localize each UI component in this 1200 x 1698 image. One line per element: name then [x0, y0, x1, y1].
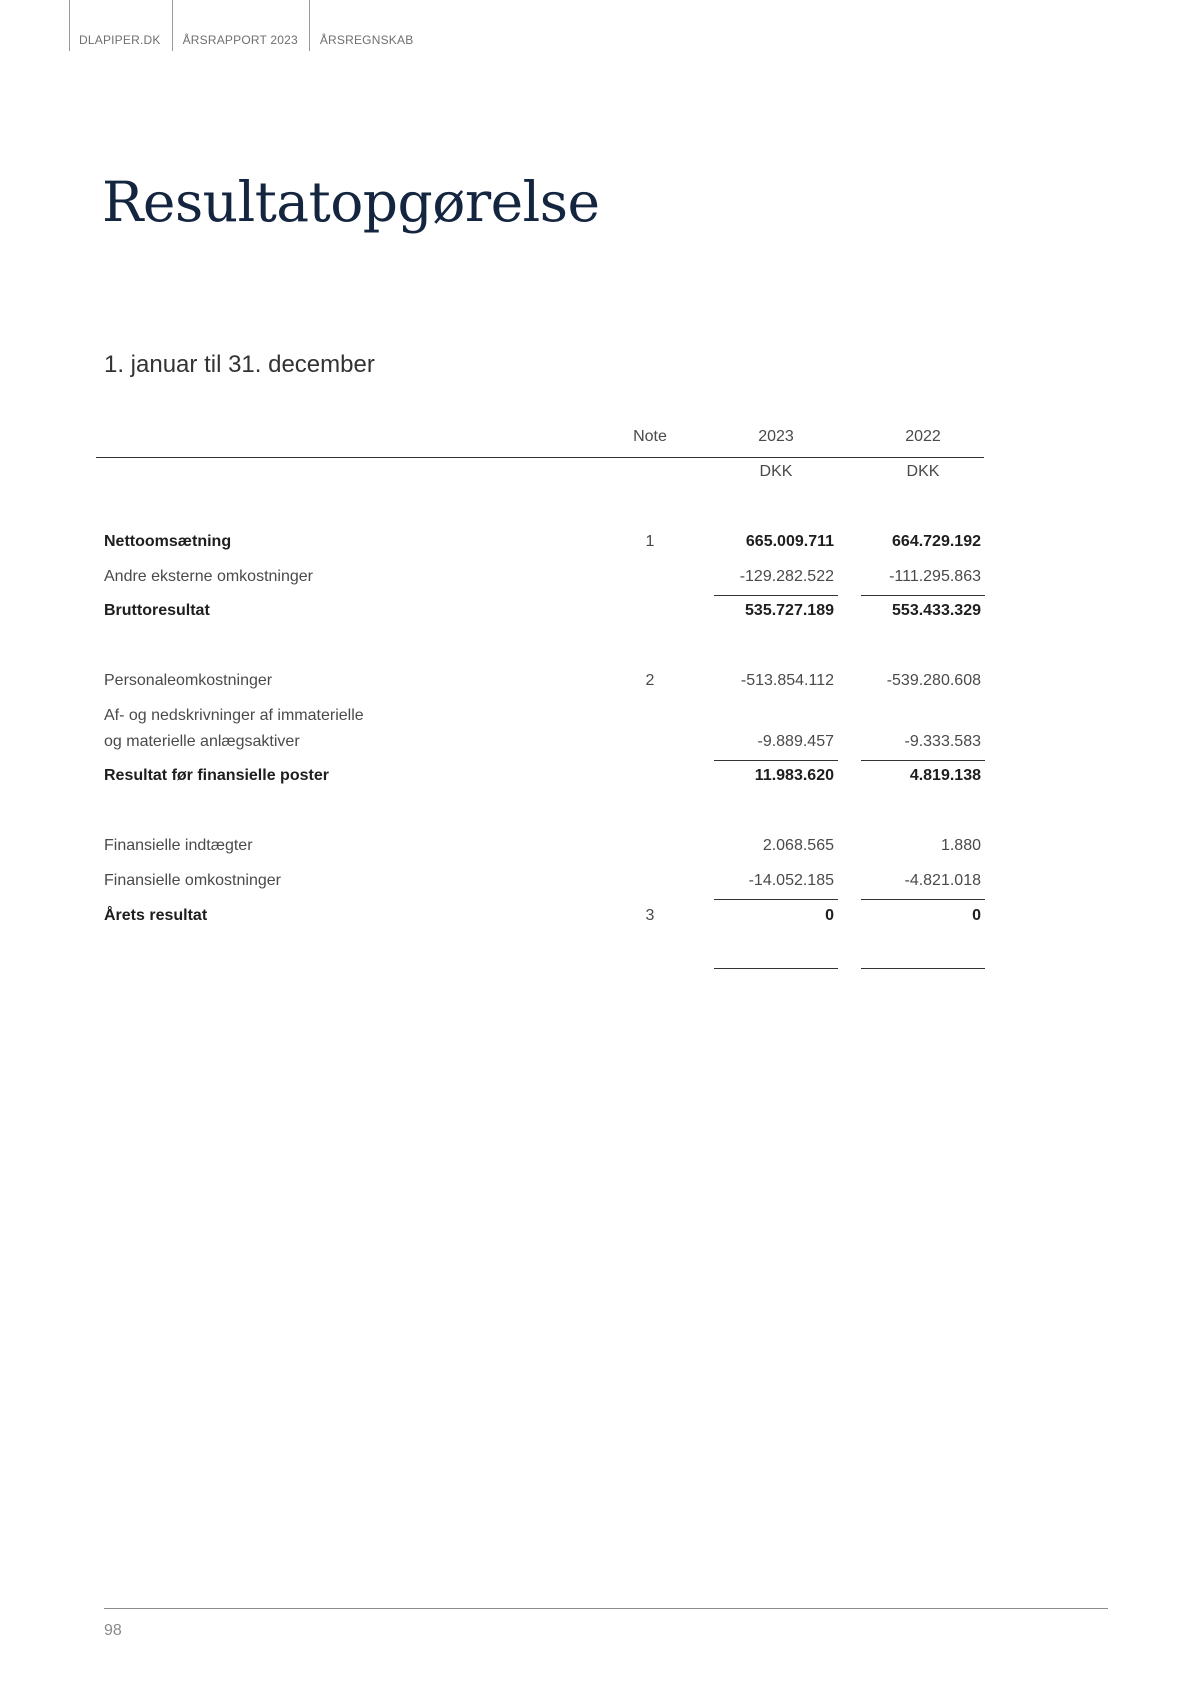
row-value-2022-personaleomkostninger: -539.280.608 — [886, 672, 981, 689]
row-note-aarets-resultat: 3 — [645, 907, 655, 924]
row-label-andre-eksterne: Andre eksterne omkostninger — [104, 568, 313, 585]
row-note-personaleomkostninger: 2 — [645, 672, 655, 689]
row-value-2022-andre-eksterne: -111.295.863 — [889, 568, 981, 585]
row-note-nettoomsaetning: 1 — [645, 533, 655, 550]
subtotal-rule — [861, 899, 985, 900]
header-currency-2022: DKK — [906, 463, 940, 480]
row-label-aarets-resultat: Årets resultat — [104, 907, 208, 924]
header-currency-2023: DKK — [759, 463, 793, 480]
row-value-2023-nettoomsaetning: 665.009.711 — [745, 533, 834, 550]
subtotal-rule — [861, 760, 985, 761]
row-value-2022-resultat-foer-finansielle: 4.819.138 — [909, 767, 981, 784]
row-value-2022-finansielle-indtaegter: 1.880 — [940, 837, 981, 854]
row-value-2023-afskrivninger: -9.889.457 — [757, 733, 834, 750]
row-value-2022-nettoomsaetning: 664.729.192 — [892, 533, 981, 550]
row-value-2022-afskrivninger: -9.333.583 — [904, 733, 981, 750]
page-number: 98 — [104, 1622, 122, 1639]
row-value-2023-finansielle-indtaegter: 2.068.565 — [762, 837, 834, 854]
header-rule — [96, 457, 984, 458]
row-label-bruttoresultat: Bruttoresultat — [104, 602, 210, 619]
income-statement-table — [96, 427, 984, 987]
row-label-afskrivninger-line1: Af- og nedskrivninger af immaterielle — [104, 707, 364, 724]
row-label-finansielle-indtaegter: Finansielle indtægter — [104, 837, 253, 854]
total-rule — [861, 968, 985, 969]
row-label-finansielle-omkostninger: Finansielle omkostninger — [104, 872, 281, 889]
nav-item-arsrapport[interactable]: ÅRSRAPPORT 2023 — [172, 0, 309, 51]
header-year-2023: 2023 — [758, 428, 794, 445]
row-value-2023-bruttoresultat: 535.727.189 — [745, 602, 834, 619]
row-value-2023-resultat-foer-finansielle: 11.983.620 — [754, 767, 834, 784]
row-value-2023-finansielle-omkostninger: -14.052.185 — [748, 872, 834, 889]
subtotal-rule — [861, 595, 985, 596]
subtotal-rule — [714, 899, 838, 900]
row-label-nettoomsaetning: Nettoomsætning — [104, 533, 232, 550]
row-value-2023-andre-eksterne: -129.282.522 — [739, 568, 834, 585]
row-label-resultat-foer-finansielle: Resultat før finansielle poster — [104, 767, 329, 784]
row-label-afskrivninger-line2: og materielle anlægsaktiver — [104, 733, 300, 750]
row-value-2023-aarets-resultat: 0 — [825, 907, 834, 924]
row-value-2023-personaleomkostninger: -513.854.112 — [740, 672, 834, 689]
row-value-2022-finansielle-omkostninger: -4.821.018 — [904, 872, 981, 889]
period-subtitle: 1. januar til 31. december — [104, 351, 375, 378]
row-label-personaleomkostninger: Personaleomkostninger — [104, 672, 273, 689]
nav-item-dlapiper[interactable]: DLAPIPER.DK — [69, 0, 172, 51]
subtotal-rule — [714, 595, 838, 596]
page-title: Resultatopgørelse — [102, 170, 600, 234]
total-rule — [714, 968, 838, 969]
subtotal-rule — [714, 760, 838, 761]
row-value-2022-bruttoresultat: 553.433.329 — [892, 602, 981, 619]
top-navigation — [69, 0, 424, 51]
row-value-2022-aarets-resultat: 0 — [972, 907, 981, 924]
footer-rule — [104, 1608, 1108, 1609]
header-note: Note — [633, 428, 667, 445]
header-year-2022: 2022 — [905, 428, 941, 445]
nav-item-arsregnskab[interactable]: ÅRSREGNSKAB — [309, 0, 425, 51]
